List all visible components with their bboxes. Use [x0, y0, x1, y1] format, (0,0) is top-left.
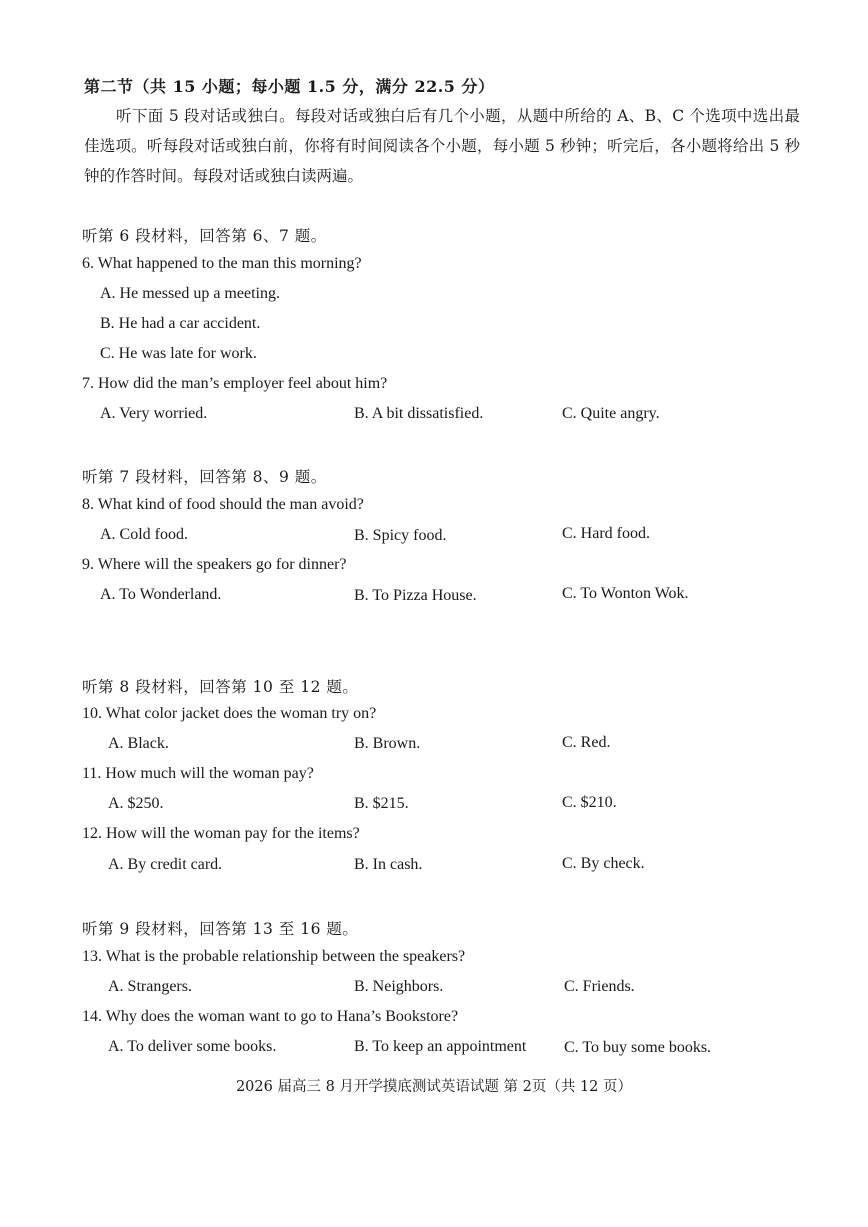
question-option: A. He messed up a meeting.	[100, 285, 280, 302]
question-option: B. To Pizza House.	[354, 587, 477, 604]
question-option: C. Hard food.	[562, 525, 650, 542]
question-option: A. To Wonderland.	[100, 586, 222, 603]
question-option: A. By credit card.	[108, 856, 223, 873]
group-heading: 听第 8 段材料，回答第 10 至 12 题。	[82, 678, 359, 696]
section-instructions: 听下面 5 段对话或独白。每段对话或独白后有几个小题，从题中所给的 A、B、C 个选项中选出最佳选项。听每段对话或独白前，你将有时间阅读各个小题，每小题 5 秒钟；听完后，各小题将给出 5 秒钟的作答时间。每段对话或独白读两遍。	[84, 107, 800, 185]
page-footer: 2026 届高三 8 月开学摸底测试英语试题 第 2页（共 12 页）	[235, 1079, 633, 1095]
question-option: C. Red.	[562, 734, 611, 751]
question-stem: 6. What happened to the man this morning?	[82, 255, 362, 272]
group-heading: 听第 7 段材料，回答第 8、9 题。	[82, 468, 327, 486]
question-option: A. Strangers.	[108, 978, 192, 995]
section-title: 第二节（共 15 小题；每小题 1.5 分，满分 22.5 分）	[84, 77, 495, 96]
question-option: B. $215.	[354, 795, 409, 812]
question-option: A. Very worried.	[100, 405, 208, 422]
question-option: B. He had a car accident.	[100, 315, 261, 332]
question-option: C. By check.	[562, 855, 645, 872]
group-heading: 听第 9 段材料，回答第 13 至 16 题。	[82, 920, 359, 938]
question-stem: 8. What kind of food should the man avoid?	[82, 496, 364, 513]
question-option: C. He was late for work.	[100, 345, 257, 362]
question-option: A. $250.	[108, 795, 164, 812]
group-heading: 听第 6 段材料，回答第 6、7 题。	[82, 227, 327, 245]
question-option: B. A bit dissatisfied.	[354, 405, 484, 422]
question-stem: 14. Why does the woman want to go to Hana’s Bookstore?	[82, 1008, 459, 1025]
question-option: C. To Wonton Wok.	[562, 585, 689, 602]
question-option: B. In cash.	[354, 856, 423, 873]
question-stem: 11. How much will the woman pay?	[82, 765, 314, 782]
question-option: B. To keep an appointment	[354, 1038, 527, 1055]
question-stem: 12. How will the woman pay for the items?	[82, 825, 360, 842]
question-option: B. Brown.	[354, 735, 421, 752]
question-option: C. Friends.	[564, 978, 635, 995]
question-option: C. $210.	[562, 794, 617, 811]
question-stem: 7. How did the man’s employer feel about him?	[82, 375, 388, 392]
question-option: A. Cold food.	[100, 526, 188, 543]
question-stem: 10. What color jacket does the woman try on?	[82, 705, 377, 722]
question-option: B. Neighbors.	[354, 978, 444, 995]
question-option: A. Black.	[108, 735, 169, 752]
question-option: C. To buy some books.	[564, 1039, 712, 1056]
question-option: A. To deliver some books.	[108, 1038, 277, 1055]
question-stem: 13. What is the probable relationship between the speakers?	[82, 948, 466, 965]
question-stem: 9. Where will the speakers go for dinner?	[82, 556, 347, 573]
question-option: B. Spicy food.	[354, 527, 447, 544]
question-option: C. Quite angry.	[562, 405, 660, 422]
